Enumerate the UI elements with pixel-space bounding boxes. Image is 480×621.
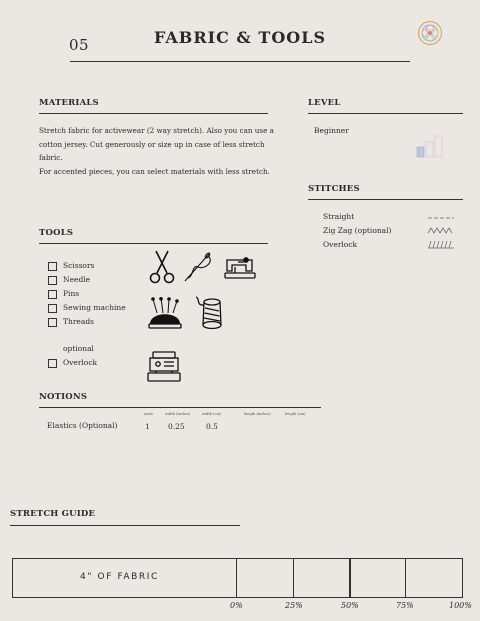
notions-column-header: width (cm) bbox=[202, 412, 222, 416]
stretch-mark-100: 100% bbox=[449, 601, 472, 610]
level-bars-icon bbox=[416, 134, 444, 158]
straight-stitch-icon bbox=[427, 215, 455, 221]
stitch-label-zigzag: Zig Zag (optional) bbox=[323, 226, 392, 235]
tools-divider bbox=[39, 243, 268, 244]
stretch-mark-50: 50% bbox=[341, 601, 359, 610]
tool-item-needle: Needle bbox=[63, 275, 91, 284]
materials-line: Stretch fabric for activewear (2 way stretch). Also you can use a bbox=[39, 126, 274, 135]
title-divider bbox=[70, 61, 410, 62]
notions-heading: NOTIONS bbox=[39, 392, 88, 402]
stitches-divider bbox=[308, 199, 463, 200]
sewing-machine-icon bbox=[224, 254, 256, 280]
overlock-stitch-icon bbox=[427, 240, 455, 249]
stretch-mark-line-75 bbox=[405, 558, 406, 598]
notions-cell-units: 1 bbox=[145, 422, 150, 431]
stretch-mark-75: 75% bbox=[396, 601, 414, 610]
notions-cell-width-cm: 0.5 bbox=[206, 422, 218, 431]
needle-icon bbox=[182, 250, 214, 284]
stitch-label-straight: Straight bbox=[323, 212, 355, 221]
stretch-mark-line-25 bbox=[293, 558, 294, 598]
level-heading: LEVEL bbox=[308, 98, 341, 108]
mandala-logo-icon bbox=[417, 20, 443, 46]
stitch-label-overlock: Overlock bbox=[323, 240, 358, 249]
notions-column-header: units bbox=[144, 412, 153, 416]
materials-divider bbox=[39, 113, 268, 114]
notions-row-name: Elastics (Optional) bbox=[47, 421, 118, 430]
materials-line: cotton jersey. Cut generously or size up in case of less stretch fabric. bbox=[39, 139, 265, 162]
notions-column-header: width (inches) bbox=[165, 412, 191, 416]
stitches-heading: STITCHES bbox=[308, 184, 360, 194]
materials-text bbox=[39, 124, 279, 178]
checkbox-threads[interactable] bbox=[48, 318, 57, 327]
checkbox-scissors[interactable] bbox=[48, 262, 57, 271]
page-number: 05 bbox=[69, 36, 90, 54]
checkbox-needle[interactable] bbox=[48, 276, 57, 285]
page-title: FABRIC & TOOLS bbox=[153, 28, 327, 47]
materials-heading: MATERIALS bbox=[39, 98, 99, 108]
tool-item-scissors: Scissors bbox=[63, 261, 95, 270]
stretch-guide-divider bbox=[10, 525, 240, 526]
stretch-guide-heading: STRETCH GUIDE bbox=[10, 509, 96, 519]
optional-label: optional bbox=[63, 344, 94, 353]
notions-column-header: length (inches) bbox=[244, 412, 271, 416]
level-value: Beginner bbox=[314, 126, 349, 135]
zigzag-stitch-icon bbox=[427, 227, 455, 234]
level-divider bbox=[308, 113, 463, 114]
thread-spool-icon bbox=[196, 296, 228, 330]
notions-cell-width-inches: 0.25 bbox=[168, 422, 185, 431]
checkbox-overlock[interactable] bbox=[48, 359, 57, 368]
tool-item-overlock: Overlock bbox=[63, 358, 98, 367]
stretch-mark-line-0 bbox=[236, 558, 237, 598]
overlock-machine-icon bbox=[147, 350, 181, 384]
pincushion-icon bbox=[147, 297, 183, 329]
tool-item-threads: Threads bbox=[63, 317, 94, 326]
tool-item-pins: Pins bbox=[63, 289, 80, 298]
stretch-mark-25: 25% bbox=[285, 601, 303, 610]
notions-column-header: length (cm) bbox=[285, 412, 306, 416]
stretch-mark-0: 0% bbox=[230, 601, 243, 610]
stretch-mark-line-50 bbox=[349, 558, 351, 598]
notions-divider bbox=[39, 407, 321, 408]
stretch-guide-label: 4" OF FABRIC bbox=[80, 572, 159, 582]
tools-heading: TOOLS bbox=[39, 228, 74, 238]
tool-item-sewing-machine: Sewing machine bbox=[63, 303, 126, 312]
materials-line: For accented pieces, you can select materials with less stretch. bbox=[39, 166, 270, 176]
scissors-icon bbox=[147, 249, 177, 285]
checkbox-pins[interactable] bbox=[48, 290, 57, 299]
checkbox-sewing-machine[interactable] bbox=[48, 304, 57, 313]
